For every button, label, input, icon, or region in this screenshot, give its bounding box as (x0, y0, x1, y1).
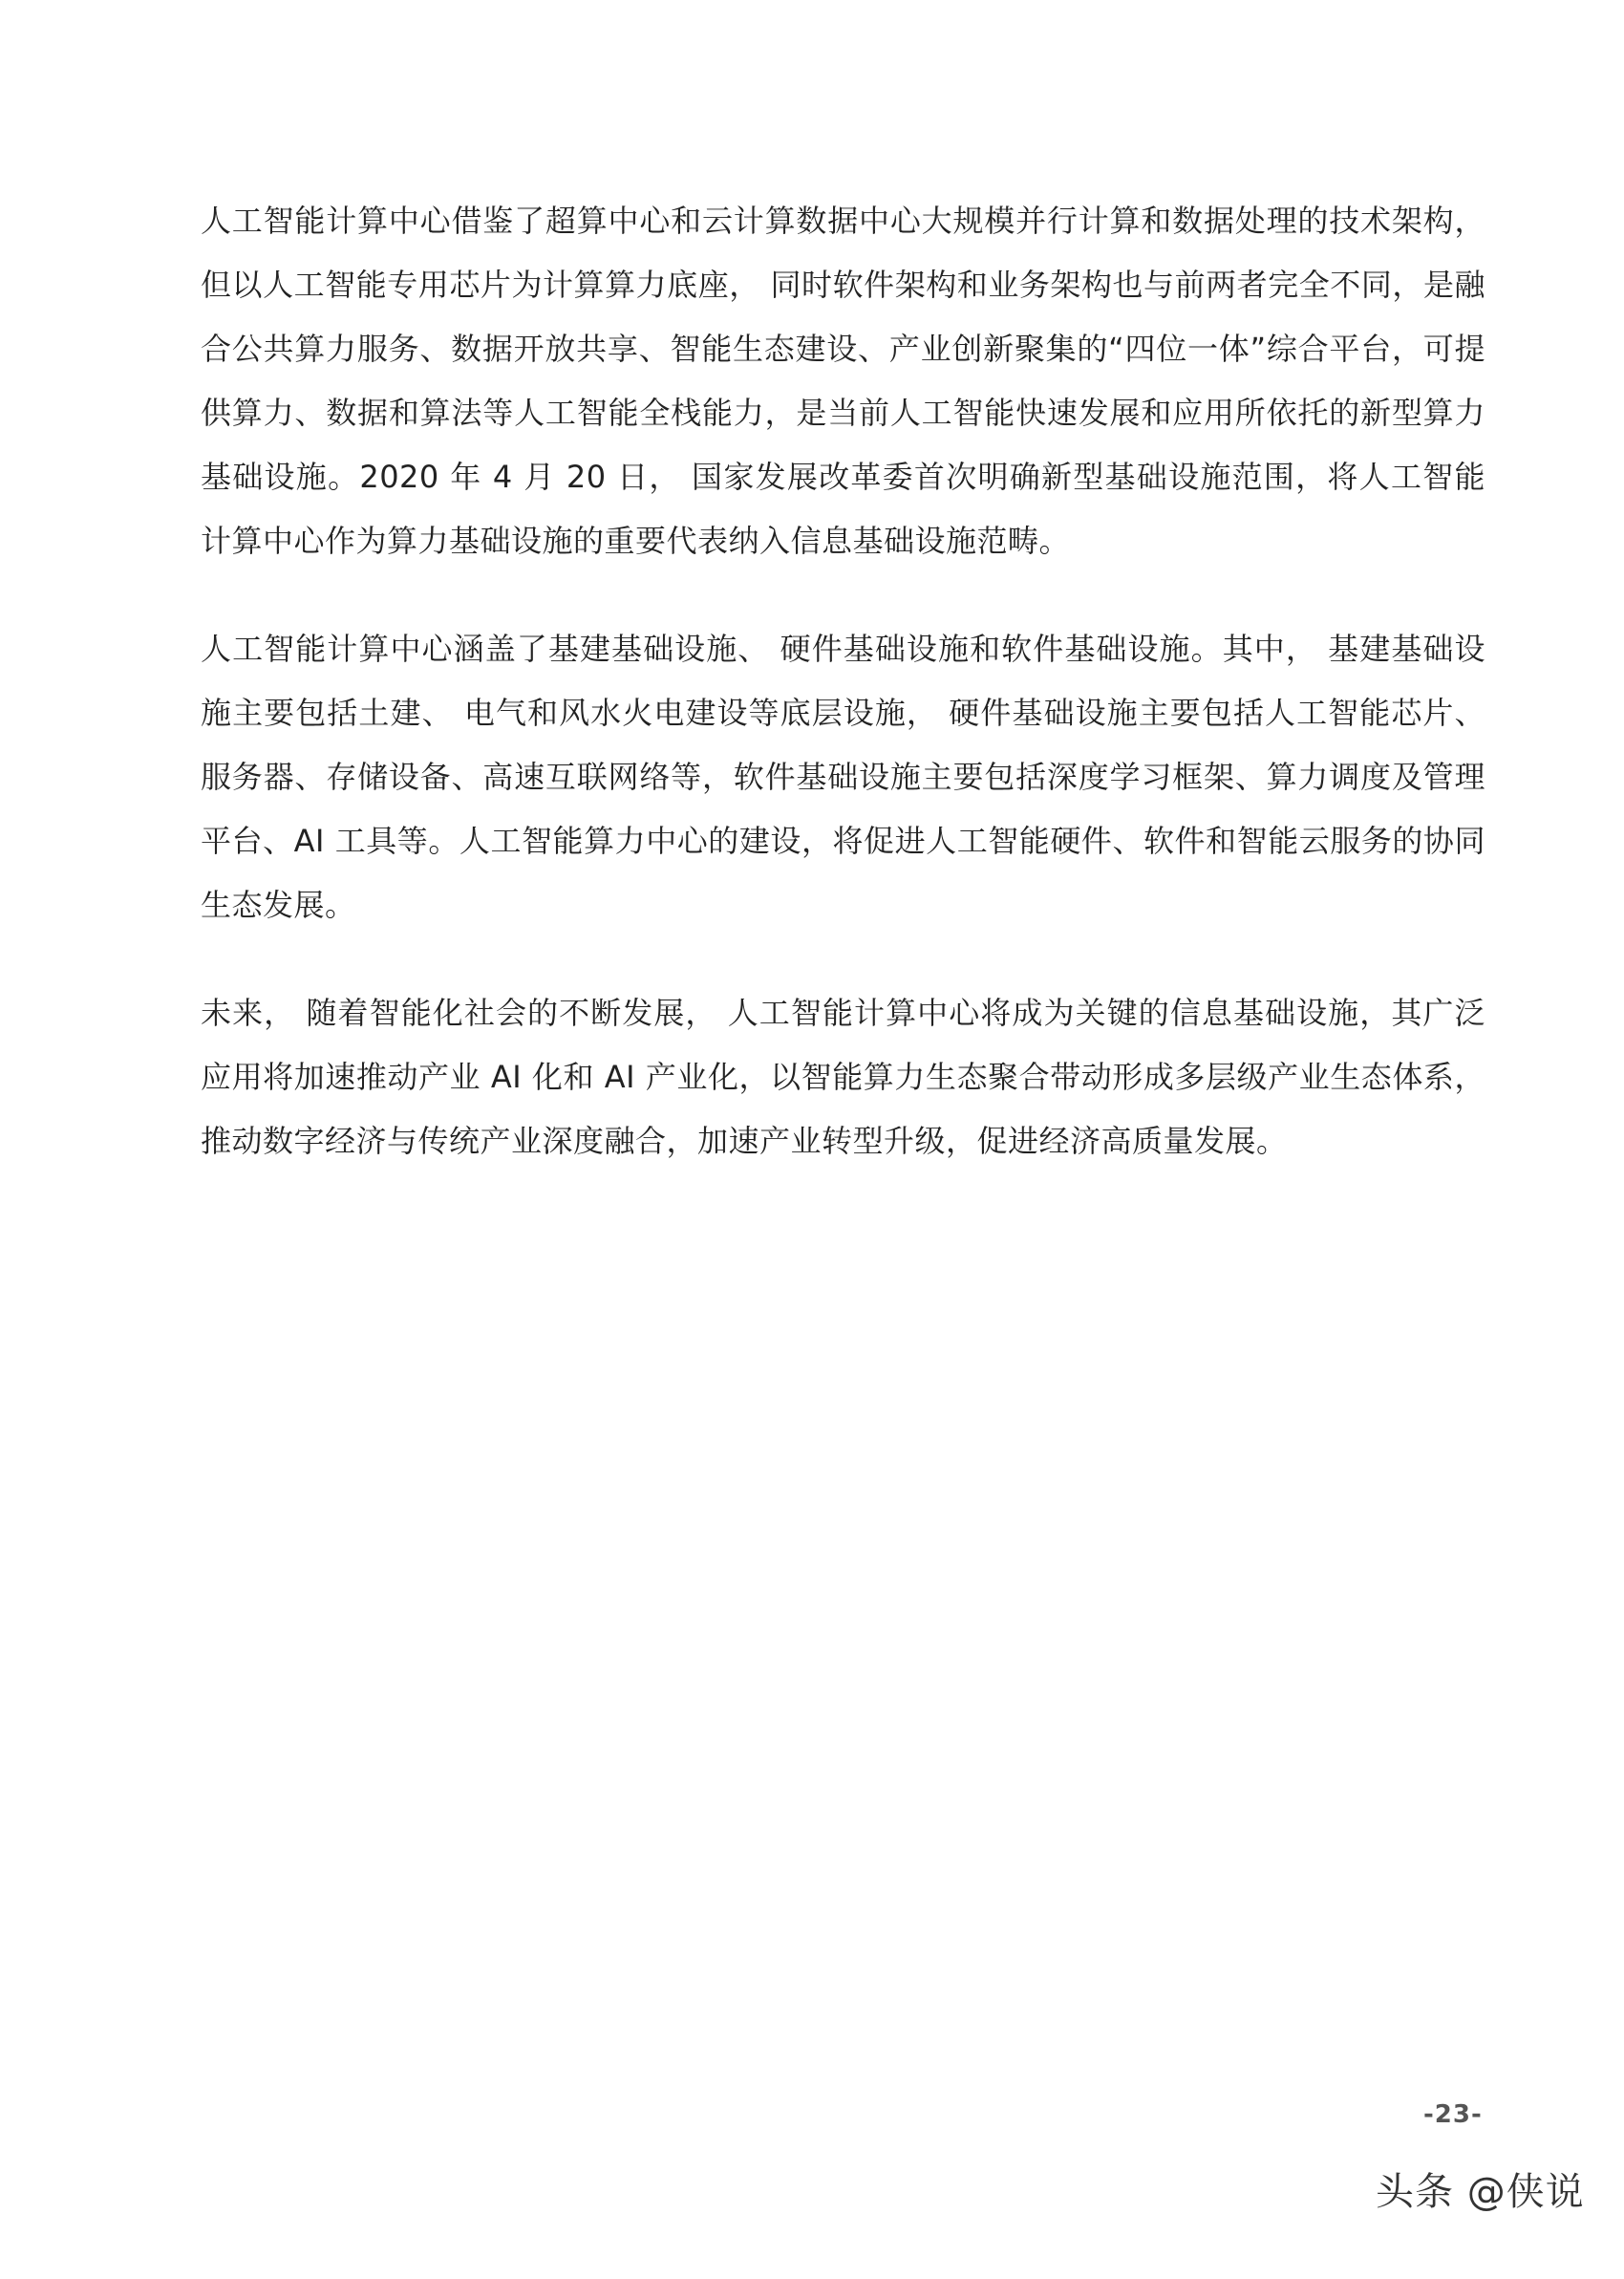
paragraph-1: 人工智能计算中心借鉴了超算中心和云计算数据中心大规模并行计算和数据处理的技术架构， 但以人工智能专用芯片为计算算力底座， 同时软件架构和业务架构也与前两者完全不同，是融合公共算力服务、数据开放共享、智能生态建设、产业创新聚集的“四位一体”综合平台，可提供算力、数据和算法等人工智能全栈能力，是当前人工智能快速发展和应用所依托的新型算力基础设施。2020 年 4 月 20 日， 国家发展改革委首次明确新型基础设施范围，将人工智能计算中心作为算力基础设施的重要代表纳入信息基础设施范畴。 (201, 203, 1485, 559)
paragraph-3: 未来， 随着智能化社会的不断发展， 人工智能计算中心将成为关键的信息基础设施，其广泛应用将加速推动产业 AI 化和 AI 产业化，以智能算力生态聚合带动形成多层级产业生态体系，推动数字经济与传统产业深度融合，加速产业转型升级，促进经济高质量发展。 (201, 995, 1485, 1159)
paragraph-2: 人工智能计算中心涵盖了基建基础设施、 硬件基础设施和软件基础设施。其中， 基建基础设施主要包括土建、 电气和风水火电建设等底层设施， 硬件基础设施主要包括人工智能芯片、服务器、存储设备、高速互联网络等，软件基础设施主要包括深度学习框架、算力调度及管理平台、AI 工具等。人工智能算力中心的建设，将促进人工智能硬件、软件和智能云服务的协同生态发展。 (201, 631, 1485, 923)
watermark: 头条 @侠说 (1376, 2170, 1585, 2214)
body-text (201, 189, 1485, 1217)
page-number: -23- (1423, 2100, 1483, 2129)
